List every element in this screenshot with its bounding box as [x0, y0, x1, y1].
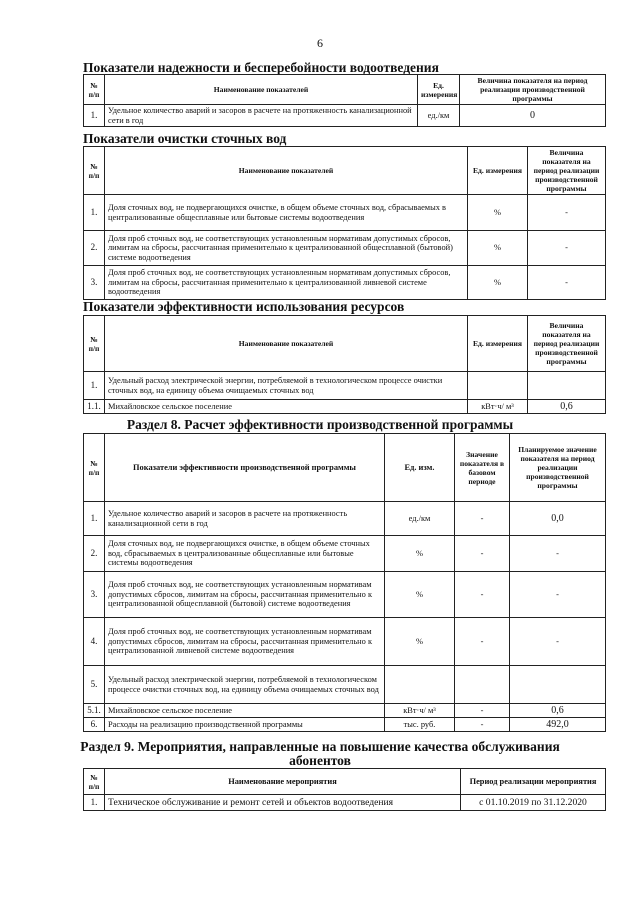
row-name: Удельное количество аварий и засоров в расчете на протяженность канализационной сети в год [105, 105, 418, 127]
row-number: 1. [84, 105, 105, 127]
row-name: Михайловское сельское поселение [105, 400, 468, 414]
row-name: Доля сточных вод, не подвергающихся очистке, в общем объеме сточных вод, сбрасываемых в централизованные общесплавные или бытовые системы водоотведения [105, 195, 468, 231]
section-title-reliability: Показатели надежности и бесперебойности водоотведения [83, 60, 439, 75]
section-title-efficiency: Показатели эффективности использования ресурсов [83, 299, 405, 314]
row-name: Михайловское сельское поселение [105, 704, 385, 718]
row-unit: кВт·ч/ м³ [468, 400, 528, 414]
row-number: 1. [84, 195, 105, 231]
row-name: Техническое обслуживание и ремонт сетей и объектов водоотведения [105, 795, 461, 811]
row-plan: 0,6 [510, 704, 606, 718]
row-number: 2. [84, 231, 105, 266]
treatment-table [83, 146, 606, 300]
row-name: Доля проб сточных вод, не соответствующих установленным нормативам допустимых сбросов, лимитам на сбросы, рассчитанная применительно к централизованной ливневой системе водоотведения [105, 618, 385, 666]
table-row [84, 195, 606, 231]
header-unit: Ед. измерения [468, 147, 528, 195]
row-base: - [455, 572, 510, 618]
table-header-row [84, 147, 606, 195]
table-row [84, 795, 606, 811]
row-plan [510, 666, 606, 704]
table-row [84, 666, 606, 704]
header-plan-value: Планируемое значение показателя на период реализации производственной программы [510, 434, 606, 502]
row-value [528, 372, 606, 400]
table-row [84, 502, 606, 536]
row-unit: % [468, 266, 528, 300]
efficiency-table [83, 315, 606, 414]
row-name: Удельное количество аварий и засоров в расчете на протяженность канализационной сети в год [105, 502, 385, 536]
row-number: 1. [84, 502, 105, 536]
table-row [84, 536, 606, 572]
row-number: 1.1. [84, 400, 105, 414]
section-9-title-line2: абонентов [289, 753, 351, 768]
row-period: с 01.10.2019 по 31.12.2020 [461, 795, 606, 811]
header-value: Величина показателя на период реализации производственной программы [460, 75, 606, 105]
section-9-title: Раздел 9. Мероприятия, направленные на повышение качества обслуживания [80, 739, 560, 754]
header-period: Период реализации мероприятия [461, 769, 606, 795]
row-value: 0 [460, 105, 606, 127]
row-unit [468, 372, 528, 400]
table-header-row [84, 434, 606, 502]
row-number: 6. [84, 718, 105, 732]
row-number: 1. [84, 372, 105, 400]
row-base: - [455, 718, 510, 732]
page-number: 6 [317, 36, 323, 50]
row-number: 3. [84, 266, 105, 300]
table-row [84, 231, 606, 266]
header-name: Наименование показателей [105, 147, 468, 195]
row-name: Удельный расход электрической энергии, потребляемой в технологическом процессе очистки сточных вод, на единицу объема очищаемых сточных вод [105, 666, 385, 704]
table-header-row [84, 75, 606, 105]
row-base: - [455, 618, 510, 666]
table-row [84, 372, 606, 400]
header-number: № п/п [84, 147, 105, 195]
row-number: 4. [84, 618, 105, 666]
row-plan: 492,0 [510, 718, 606, 732]
header-number: № п/п [84, 75, 105, 105]
header-measure: Наименование мероприятия [105, 769, 461, 795]
header-unit: Ед. измерения [468, 316, 528, 372]
row-base [455, 666, 510, 704]
header-name: Наименование показателей [105, 316, 468, 372]
row-plan: - [510, 572, 606, 618]
table-row [84, 572, 606, 618]
row-number: 5. [84, 666, 105, 704]
row-base: - [455, 704, 510, 718]
row-number: 2. [84, 536, 105, 572]
row-plan: 0,0 [510, 502, 606, 536]
table-row [84, 105, 606, 127]
row-unit: кВт·ч/ м³ [385, 704, 455, 718]
header-number: № п/п [84, 316, 105, 372]
header-value: Величина показателя на период реализации производственной программы [528, 147, 606, 195]
row-value: - [528, 266, 606, 300]
row-unit: % [385, 536, 455, 572]
row-number: 5.1. [84, 704, 105, 718]
row-unit: % [385, 572, 455, 618]
row-name: Удельный расход электрической энергии, потребляемой в технологическом процессе очистки сточных вод, на единицу объема очищаемых сточных вод [105, 372, 468, 400]
table-row [84, 618, 606, 666]
row-unit [385, 666, 455, 704]
row-unit: ед./км [418, 105, 460, 127]
row-unit: % [468, 231, 528, 266]
row-base: - [455, 536, 510, 572]
row-name: Расходы на реализацию производственной программы [105, 718, 385, 732]
header-unit: Ед. измерения [418, 75, 460, 105]
row-number: 1. [84, 795, 105, 811]
row-value: - [528, 195, 606, 231]
row-plan: - [510, 618, 606, 666]
row-plan: - [510, 536, 606, 572]
table-header-row [84, 316, 606, 372]
table-row [84, 704, 606, 718]
section-9-table [83, 768, 606, 811]
header-name: Наименование показателей [105, 75, 418, 105]
row-name: Доля проб сточных вод, не соответствующих установленным нормативам допустимых сбросов, лимитам на сбросы, рассчитанная применительно к централизованной общесплавной (бытовой) системе водоотведения [105, 572, 385, 618]
row-name: Доля проб сточных вод, не соответствующих установленным нормативам допустимых сбросов, лимитам на сбросы, рассчитанная применительно к централизованной ливневой системе водоотведения [105, 266, 468, 300]
table-row [84, 718, 606, 732]
header-base-value: Значение показателя в базовом периоде [455, 434, 510, 502]
row-name: Доля сточных вод, не подвергающихся очистке, в общем объеме сточных вод, сбрасываемых в централизованные общесплавные или бытовые системы водоотведения [105, 536, 385, 572]
table-row [84, 266, 606, 300]
row-name: Доля проб сточных вод, не соответствующих установленным нормативам допустимых сбросов, лимитам на сбросы, рассчитанная применительно к централизованной общесплавной (бытовой) системе водоотведения [105, 231, 468, 266]
table-header-row [84, 769, 606, 795]
header-value: Величина показателя на период реализации производственной программы [528, 316, 606, 372]
row-unit: тыс. руб. [385, 718, 455, 732]
reliability-table [83, 74, 606, 127]
section-8-table [83, 433, 606, 732]
row-base: - [455, 502, 510, 536]
header-unit: Ед. изм. [385, 434, 455, 502]
row-value: 0,6 [528, 400, 606, 414]
header-number: № п/п [84, 769, 105, 795]
row-number: 3. [84, 572, 105, 618]
header-indicators: Показатели эффективности производственной программы [105, 434, 385, 502]
header-number: № п/п [84, 434, 105, 502]
section-title-treatment: Показатели очистки сточных вод [83, 131, 287, 146]
row-unit: ед./км [385, 502, 455, 536]
row-value: - [528, 231, 606, 266]
section-8-title: Раздел 8. Расчет эффективности производственной программы [126, 417, 514, 432]
table-row [84, 400, 606, 414]
row-unit: % [468, 195, 528, 231]
row-unit: % [385, 618, 455, 666]
